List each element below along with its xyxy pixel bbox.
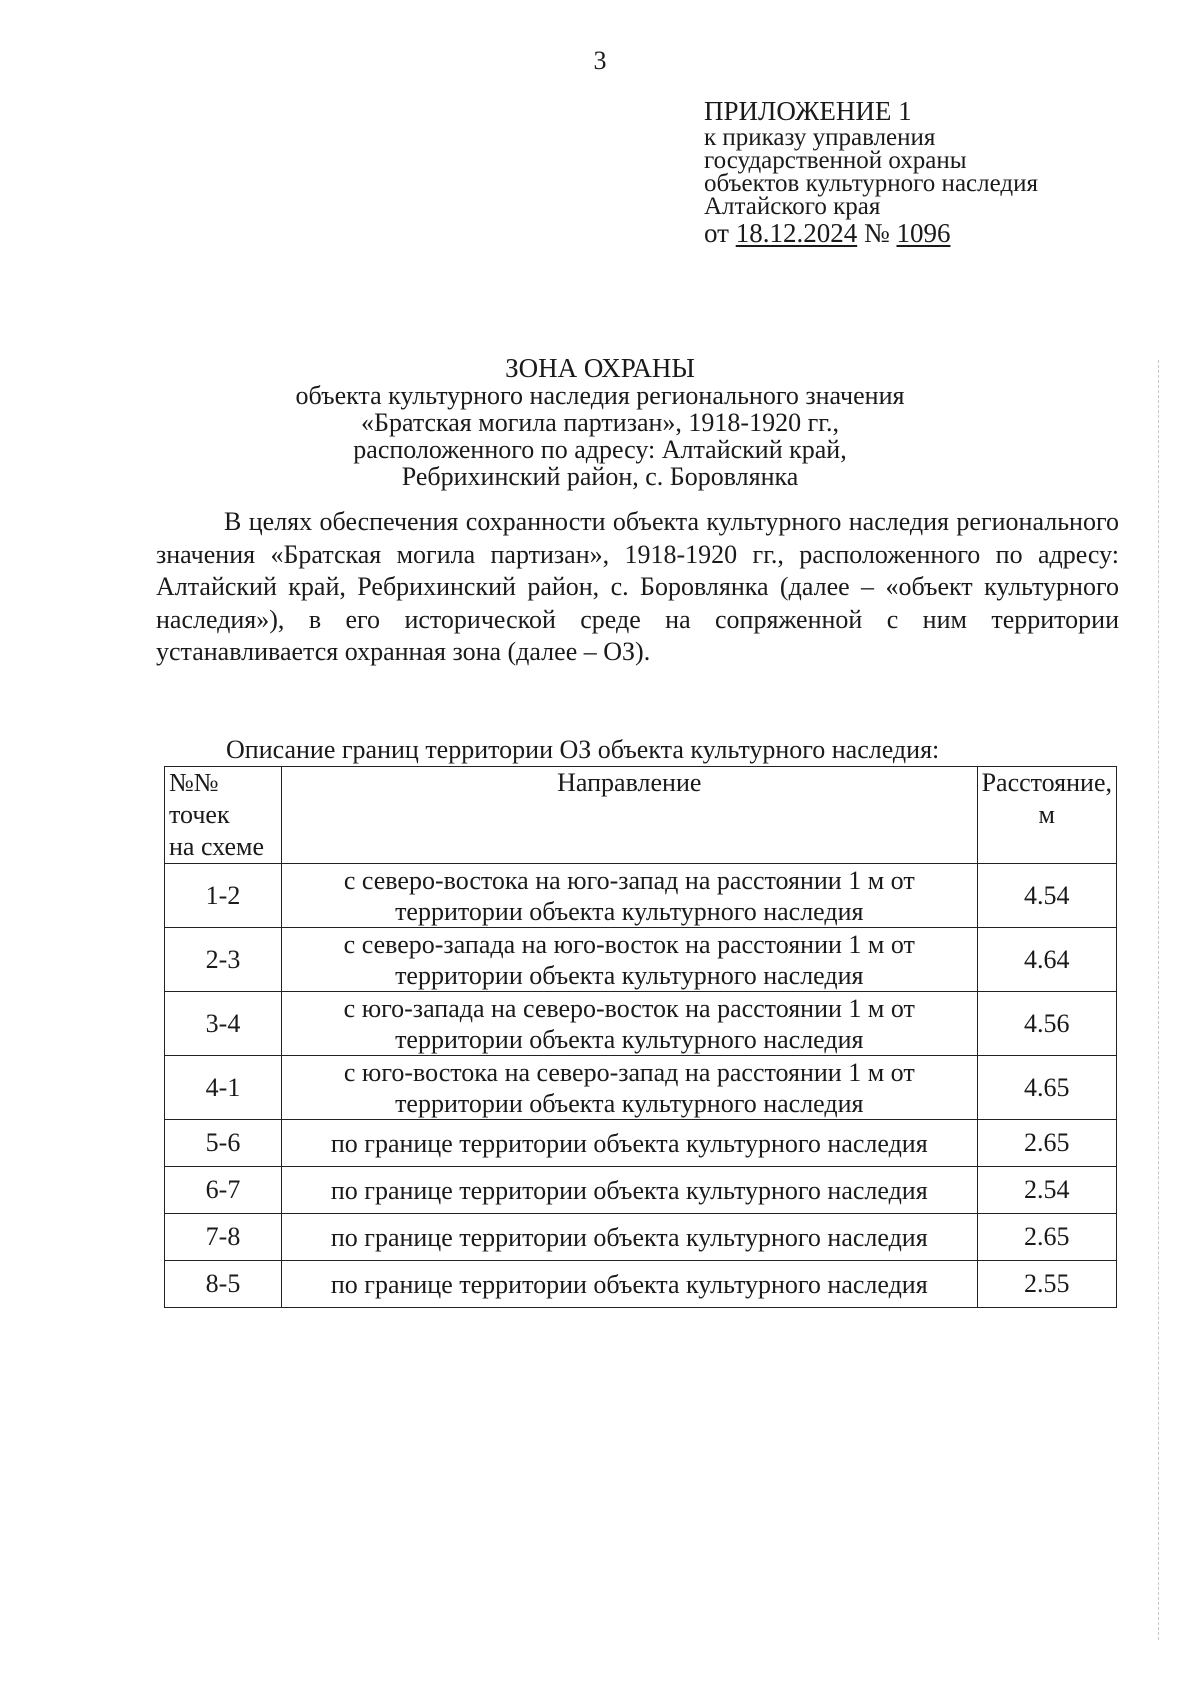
date-prefix: от (704, 218, 729, 248)
boundary-table (164, 766, 1117, 1308)
direction-cell (282, 992, 978, 1056)
zone-title: ЗОНА ОХРАНЫ (505, 353, 695, 383)
direction-cell (282, 1167, 978, 1214)
appendix-line: государственной охраны (704, 147, 967, 174)
direction-cell (282, 1214, 978, 1261)
table-row (165, 928, 1117, 992)
appendix-line: объектов культурного наследия (704, 170, 1038, 197)
appendix-line: к приказу управления (704, 124, 936, 151)
direction-line: территории объекта культурного наследия (395, 1024, 864, 1054)
zone-subtitle-line: расположенного по адресу: Алтайский край, (353, 435, 847, 464)
points-header-line: №№ (169, 768, 219, 797)
direction-line: с юго-запада на северо-восток на расстоянии 1 м от (343, 993, 915, 1023)
scan-edge-line (1158, 360, 1159, 1640)
order-reference (704, 218, 1144, 248)
direction-cell (282, 864, 978, 928)
direction-line: территории объекта культурного наследия (395, 1088, 864, 1118)
distance-cell: 2.65 (977, 1214, 1116, 1261)
points-header-line: на схеме (169, 832, 265, 861)
table-row (165, 864, 1117, 928)
direction-line: территории объекта культурного наследия (395, 960, 864, 990)
order-number: 1096 (896, 218, 951, 248)
points-header (165, 767, 282, 864)
points-cell: 8-5 (165, 1261, 282, 1308)
table-row (165, 1167, 1117, 1214)
table-row (165, 1261, 1117, 1308)
zone-subtitle-line: Ребрихинский район, с. Боровлянка (401, 462, 799, 491)
table-row (165, 1056, 1117, 1120)
appendix-title: ПРИЛОЖЕНИЕ 1 (704, 96, 912, 126)
table-header-row (165, 767, 1117, 864)
appendix-block (704, 96, 1144, 248)
distance-cell: 2.55 (977, 1261, 1116, 1308)
direction-line: с юго-востока на северо-запад на расстоянии 1 м от (343, 1057, 915, 1087)
points-header-line: точек (169, 800, 230, 829)
direction-line: по границе территории объекта культурного наследия (330, 1128, 928, 1158)
distance-cell: 2.54 (977, 1167, 1116, 1214)
direction-line: по границе территории объекта культурного наследия (330, 1269, 928, 1299)
table-row (165, 1120, 1117, 1167)
distance-cell: 4.64 (977, 928, 1116, 992)
points-cell: 3-4 (165, 992, 282, 1056)
points-cell: 2-3 (165, 928, 282, 992)
page-number: 3 (593, 46, 607, 75)
direction-line: с северо-запада на юго-восток на расстоянии 1 м от (343, 929, 915, 959)
table-row (165, 1214, 1117, 1261)
direction-cell (282, 928, 978, 992)
direction-header: Направление (282, 767, 978, 864)
direction-line: территории объекта культурного наследия (395, 896, 864, 926)
points-cell: 1-2 (165, 864, 282, 928)
distance-cell: 4.54 (977, 864, 1116, 928)
table-caption: Описание границ территории ОЗ объекта культурного наследия: (226, 735, 940, 764)
distance-header (977, 767, 1116, 864)
direction-line: по границе территории объекта культурного наследия (330, 1222, 928, 1252)
zone-subtitle-line: «Братская могила партизан», 1918-1920 гг., (361, 408, 839, 437)
distance-cell: 2.65 (977, 1120, 1116, 1167)
zone-subtitle-line: объекта культурного наследия регионального значения (295, 381, 905, 410)
distance-cell: 4.65 (977, 1056, 1116, 1120)
distance-header-line: м (1038, 800, 1055, 829)
distance-header-line: Расстояние, (981, 768, 1112, 797)
order-date: 18.12.2024 (735, 218, 858, 248)
points-cell: 6-7 (165, 1167, 282, 1214)
distance-cell: 4.56 (977, 992, 1116, 1056)
direction-cell (282, 1056, 978, 1120)
direction-cell (282, 1261, 978, 1308)
table-row (165, 992, 1117, 1056)
points-cell: 7-8 (165, 1214, 282, 1261)
zone-heading (0, 355, 1200, 490)
direction-cell (282, 1120, 978, 1167)
direction-line: по границе территории объекта культурного наследия (330, 1175, 928, 1205)
intro-paragraph: В целях обеспечения сохранности объекта культурного наследия регионального значения «Братская могила партизан», 1918-1920 гг., расположенного по адресу: Алтайский край, Ребрихинский район, с. Боровлянка (далее – «объект культурного наследия»), в его исторической среде на сопряженной с ним территории устанавливается охранная зона (далее – ОЗ). (156, 507, 1119, 666)
points-cell: 5-6 (165, 1120, 282, 1167)
number-prefix: № (863, 218, 890, 248)
direction-line: с северо-востока на юго-запад на расстоянии 1 м от (343, 865, 915, 895)
points-cell: 4-1 (165, 1056, 282, 1120)
appendix-line: Алтайского края (704, 193, 881, 220)
